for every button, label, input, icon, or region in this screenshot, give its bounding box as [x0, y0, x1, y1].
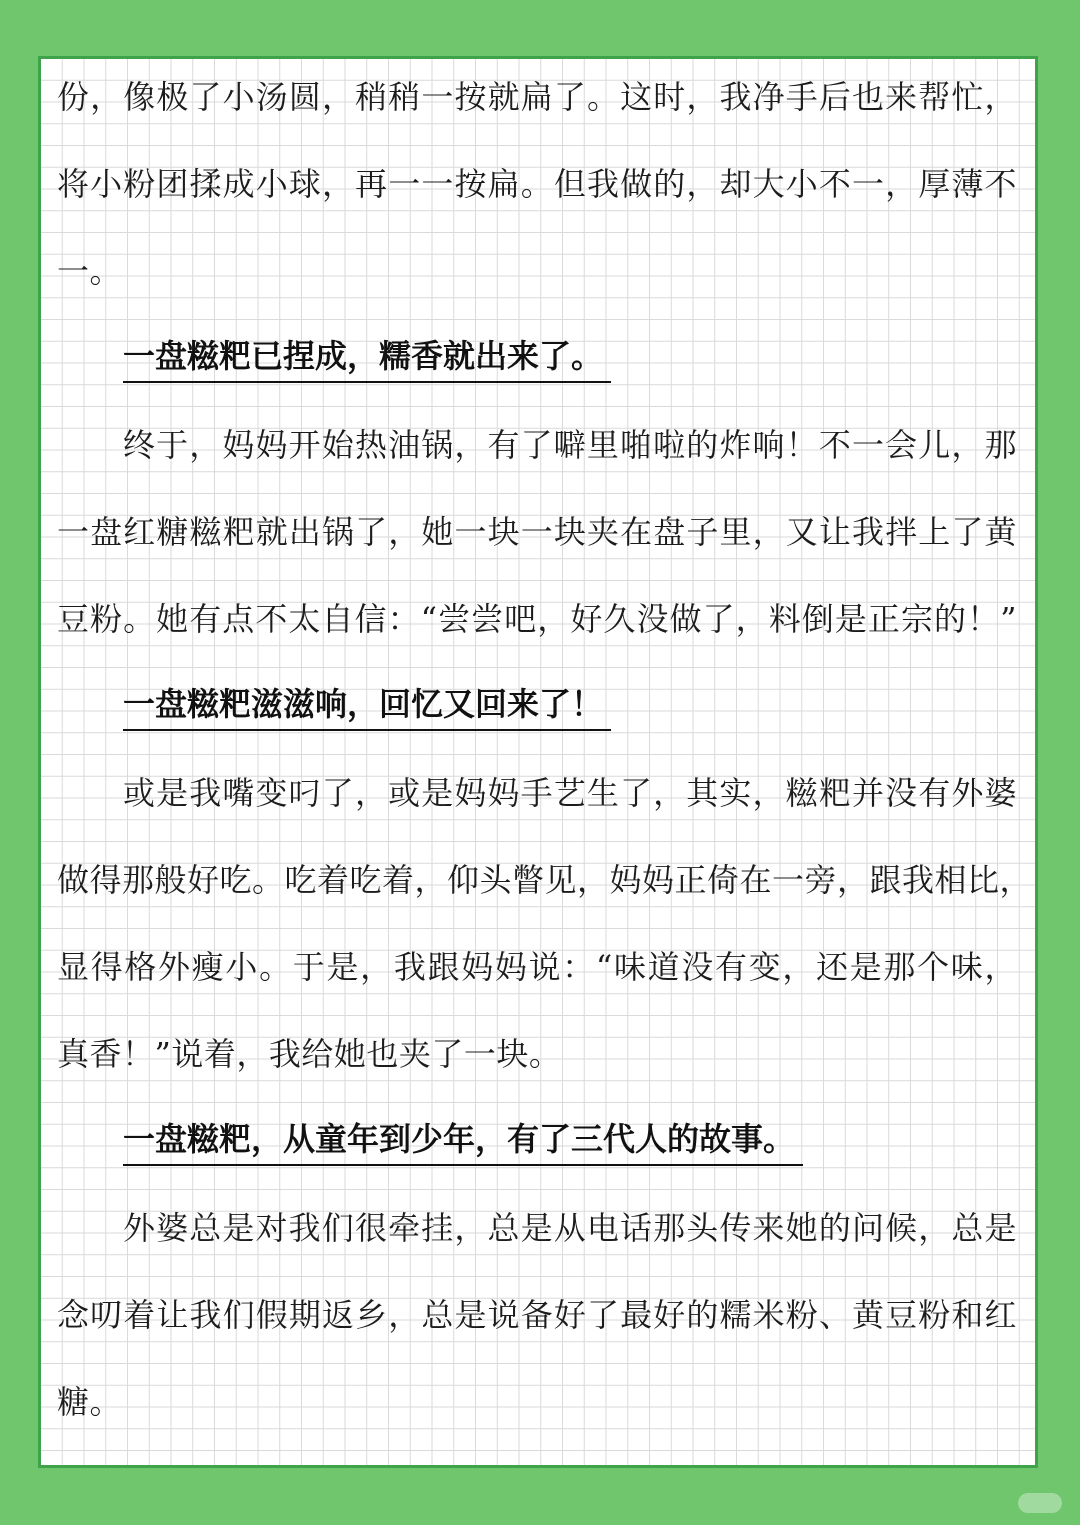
body-line: 真香！”说着，我给她也夹了一块。 — [57, 1035, 562, 1073]
section-heading: 一盘糍粑滋滋响，回忆又回来了！ — [123, 679, 611, 731]
section-heading: 一盘糍粑，从童年到少年，有了三代人的故事。 — [123, 1114, 803, 1166]
body-line: 念叨着让我们假期返乡，总是说备好了最好的糯米粉、黄豆粉和红 — [57, 1296, 1017, 1334]
body-line: 做得那般好吃。吃着吃着，仰头瞥见，妈妈正倚在一旁，跟我相比， — [57, 861, 1033, 899]
body-line: 终于，妈妈开始热油锅，有了噼里啪啦的炸响！不一会儿，那 — [123, 426, 1017, 464]
grid-paper — [38, 56, 1038, 1468]
body-line: 豆粉。她有点不太自信：“尝尝吧，好久没做了，料倒是正宗的！” — [57, 600, 1017, 638]
body-line: 或是我嘴变叼了，或是妈妈手艺生了，其实，糍粑并没有外婆 — [123, 774, 1017, 812]
body-line: 份，像极了小汤圆，稍稍一按就扁了。这时，我净手后也来帮忙， — [57, 78, 1017, 116]
section-heading: 一盘糍粑已捏成，糯香就出来了。 — [123, 331, 611, 383]
body-line: 糖。 — [57, 1383, 123, 1421]
body-line: 一盘红糖糍粑就出锅了，她一块一块夹在盘子里，又让我拌上了黄 — [57, 513, 1017, 551]
body-line: 显得格外瘦小。于是，我跟妈妈说：“味道没有变，还是那个味， — [57, 948, 1017, 986]
body-line: 外婆总是对我们很牵挂，总是从电话那头传来她的问候，总是 — [123, 1209, 1017, 1247]
body-line: 将小粉团揉成小球，再一一按扁。但我做的，却大小不一，厚薄不 — [57, 165, 1017, 203]
watermark-logo — [1018, 1493, 1062, 1513]
body-line: 一。 — [57, 252, 123, 290]
